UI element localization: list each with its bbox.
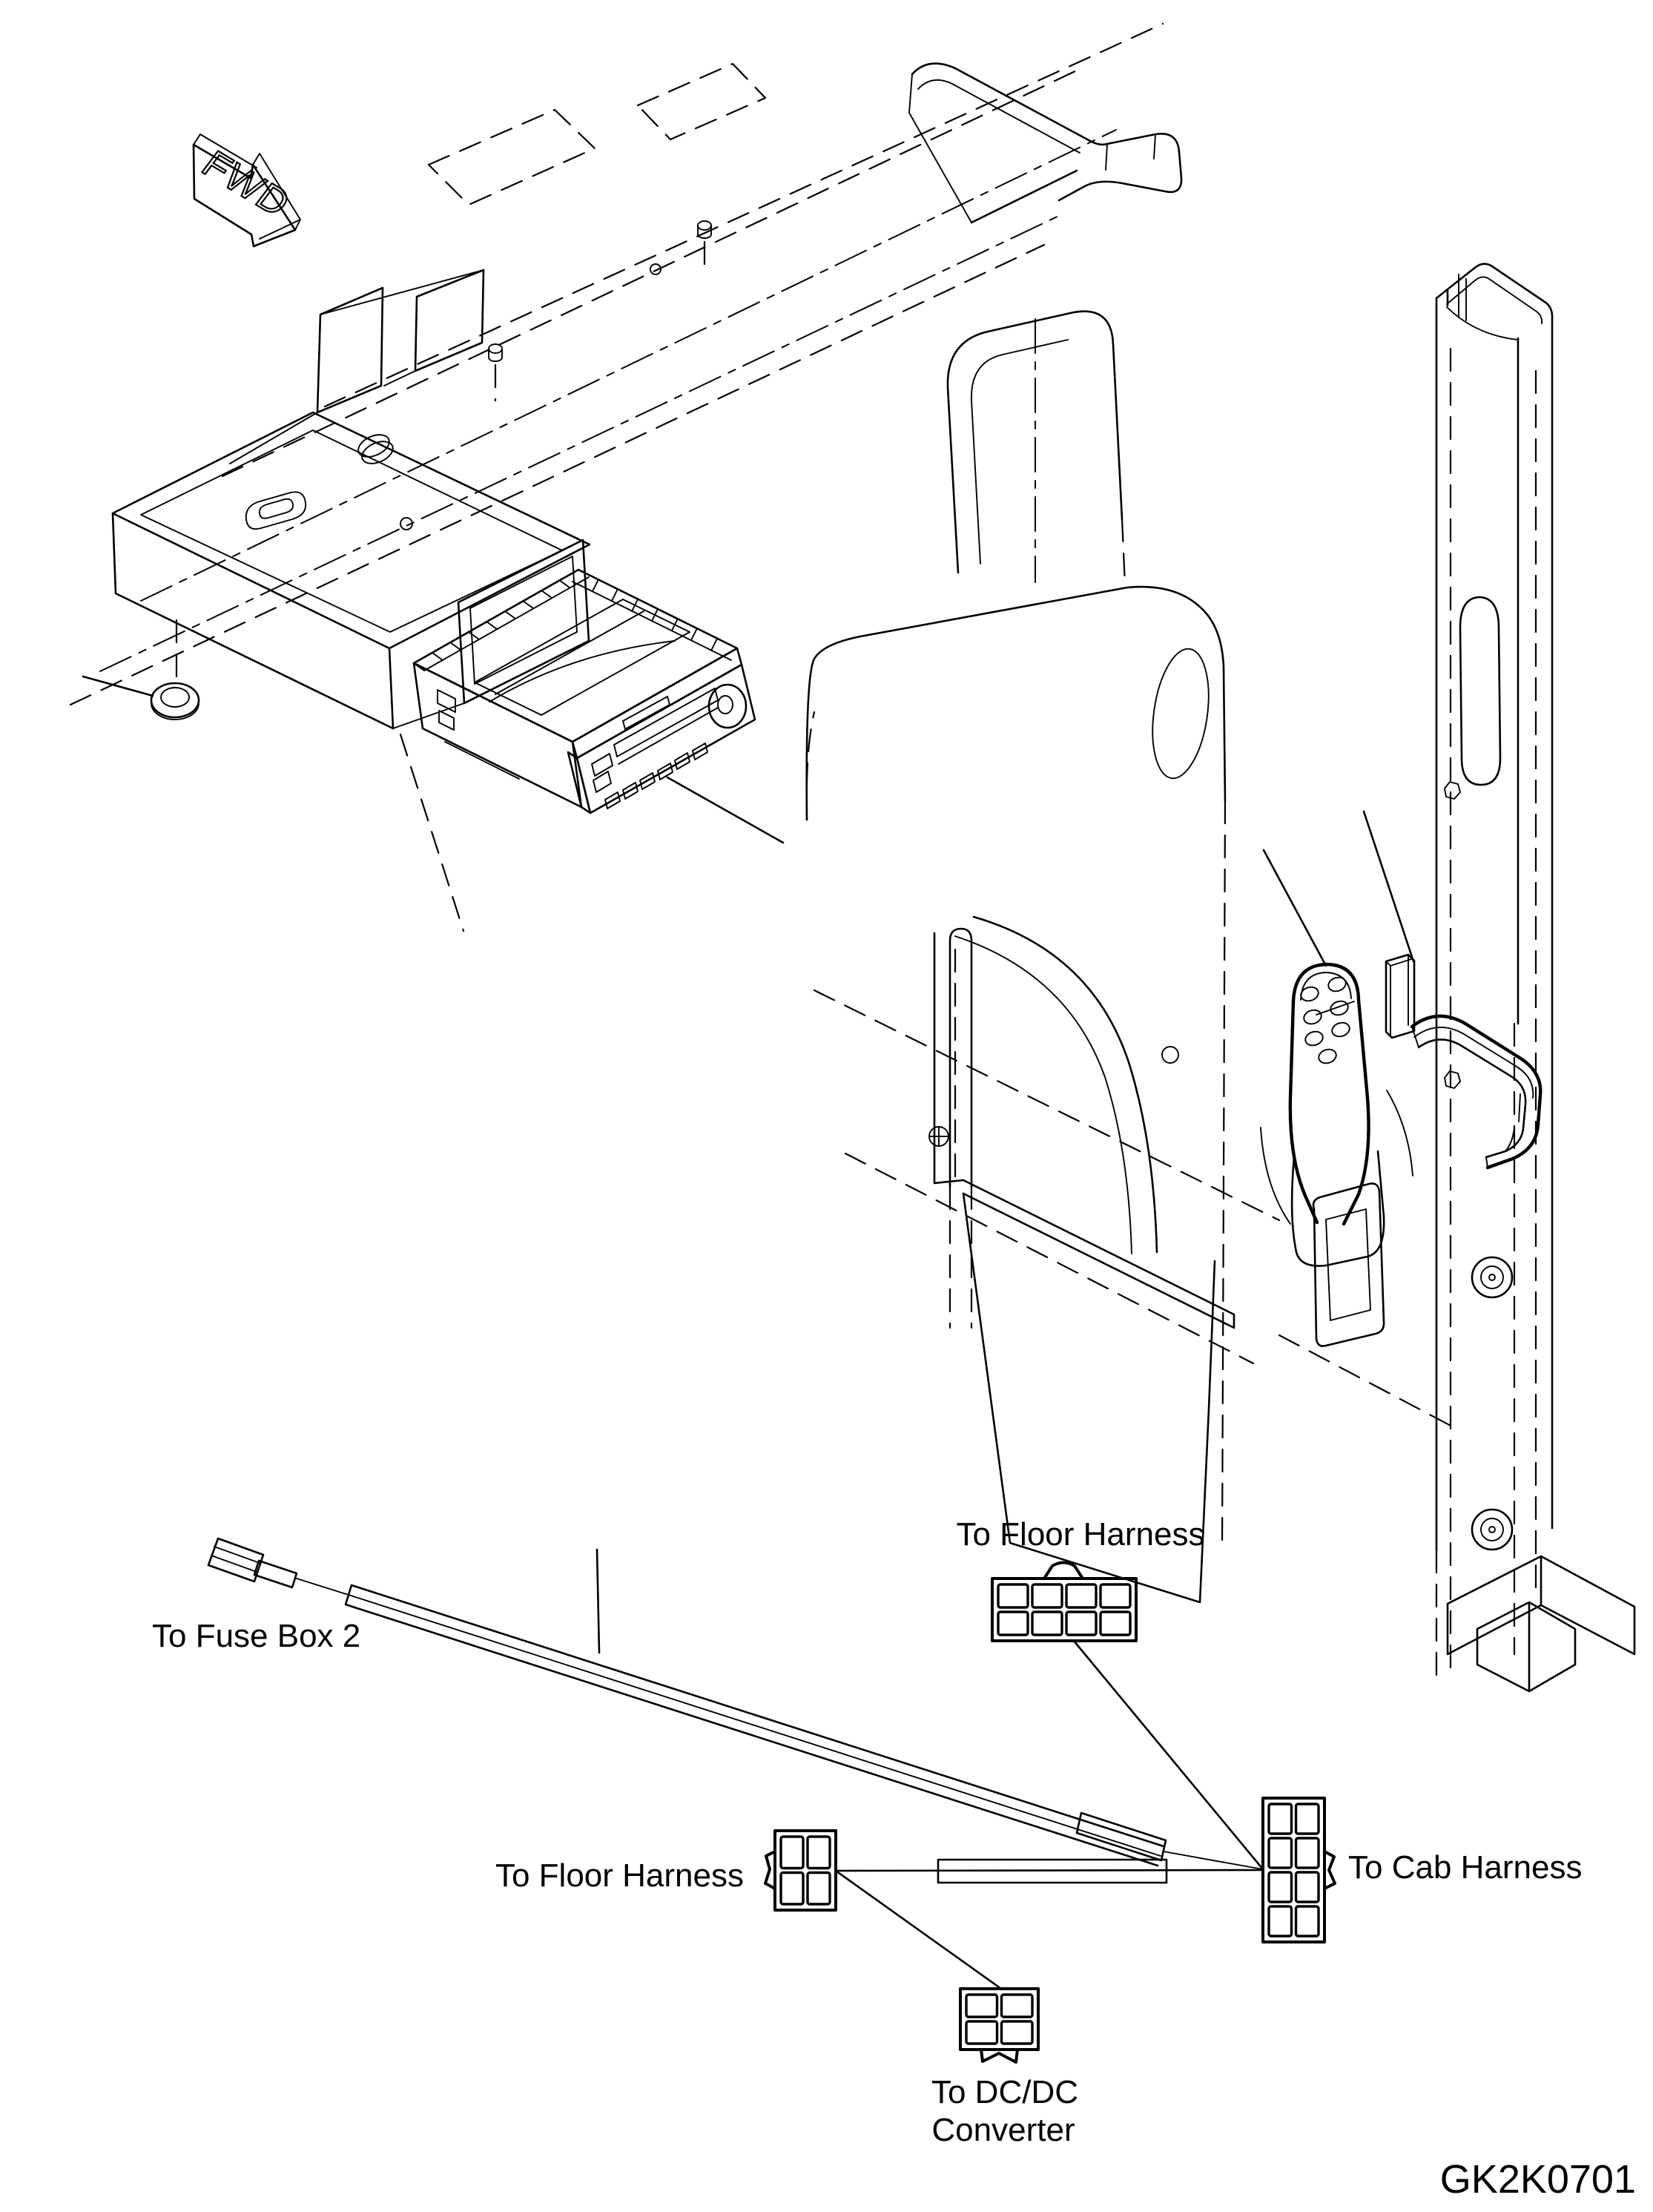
connector-pins bbox=[998, 1584, 1130, 1635]
wire-left-to-cab bbox=[836, 1870, 1263, 1871]
storage-tray bbox=[113, 270, 590, 931]
connector-pin bbox=[1032, 1612, 1062, 1635]
console-beam-end-cap bbox=[909, 64, 1181, 223]
pillar-slot bbox=[1460, 597, 1500, 785]
connector-pin bbox=[1296, 1906, 1319, 1936]
connector-pin bbox=[1269, 1838, 1292, 1868]
console-beam bbox=[70, 24, 1181, 705]
radio-cd-slot bbox=[614, 688, 718, 757]
pillar-boss bbox=[1472, 1510, 1512, 1550]
right-pillar bbox=[1436, 264, 1552, 1682]
connector-pin bbox=[1066, 1584, 1096, 1607]
radio-faceplate-front bbox=[577, 665, 755, 813]
pillar-hex-hole bbox=[1445, 782, 1460, 799]
radio-left-face bbox=[414, 663, 581, 807]
connector-floor-harness-top bbox=[992, 1563, 1136, 1642]
connector-pin bbox=[1101, 1584, 1130, 1607]
connector-notch bbox=[981, 2050, 1017, 2062]
radio-knob bbox=[709, 685, 746, 728]
cab-side-panel bbox=[807, 312, 1455, 1602]
connector-pin bbox=[966, 1995, 997, 2017]
connector-pin bbox=[1269, 1804, 1292, 1834]
radio-display bbox=[623, 697, 670, 729]
stud-bolt bbox=[698, 221, 711, 276]
connector-pin bbox=[1296, 1872, 1319, 1902]
floor-trim bbox=[1448, 1556, 1634, 1691]
label-fuse-box: To Fuse Box 2 bbox=[152, 1618, 361, 1654]
wire-top-to-cab bbox=[1074, 1641, 1263, 1869]
connector-pin bbox=[781, 1837, 803, 1869]
fwd-arrow bbox=[194, 134, 300, 246]
radio-leader-line bbox=[667, 777, 783, 843]
wire-left-to-dcdc bbox=[836, 1871, 1001, 1989]
connector-pin bbox=[966, 2021, 997, 2044]
label-floor-harness-left: To Floor Harness bbox=[495, 1857, 744, 1894]
connector-pin bbox=[808, 1837, 830, 1869]
connector-pin bbox=[1002, 2021, 1033, 2044]
connector-notch bbox=[1044, 1563, 1083, 1579]
label-floor-harness-top: To Floor Harness bbox=[956, 1516, 1205, 1553]
harness-diagram bbox=[152, 1516, 1582, 2148]
label-dcdc-line2: Converter bbox=[931, 2112, 1075, 2148]
connector-notch bbox=[1324, 1851, 1335, 1889]
cable-leader-line bbox=[597, 1550, 599, 1653]
connector-pin bbox=[1066, 1612, 1096, 1635]
connector-floor-harness-left bbox=[765, 1831, 836, 1910]
radio-unit bbox=[414, 570, 755, 813]
connector-dcdc bbox=[960, 1989, 1038, 2062]
connector-pin bbox=[1032, 1584, 1062, 1607]
connector-pins bbox=[1269, 1804, 1319, 1936]
drawing-code: GK2K0701 bbox=[1439, 2157, 1636, 2202]
connector-pin bbox=[998, 1612, 1028, 1635]
connector-pin bbox=[781, 1873, 803, 1905]
grommet bbox=[83, 620, 199, 720]
label-cab-harness: To Cab Harness bbox=[1348, 1849, 1583, 1886]
connector-pin bbox=[1296, 1804, 1319, 1834]
perforated-strap bbox=[1290, 964, 1369, 1224]
strap-leader-line bbox=[1264, 850, 1326, 966]
connector-pin bbox=[1002, 1995, 1033, 2017]
label-dcdc-line1: To DC/DC bbox=[931, 2074, 1079, 2110]
pillar-boss bbox=[1472, 1257, 1512, 1297]
grommet-leader-line bbox=[83, 677, 153, 696]
connector-pin bbox=[1269, 1872, 1292, 1902]
hook-bracket bbox=[1412, 1016, 1540, 1168]
fuse-box-cable bbox=[208, 1538, 1263, 1869]
connector-pin bbox=[1296, 1838, 1319, 1868]
connector-pin bbox=[1101, 1612, 1130, 1635]
connector-pins bbox=[966, 1995, 1032, 2044]
fwd-label: FWD bbox=[194, 143, 300, 226]
stud-bolt bbox=[489, 344, 502, 401]
connector-pin bbox=[1269, 1906, 1292, 1936]
connector-pin bbox=[808, 1873, 830, 1905]
connector-pins bbox=[781, 1837, 830, 1904]
pad-leader-line bbox=[1364, 812, 1413, 961]
connector-pin bbox=[998, 1584, 1028, 1607]
pad-part bbox=[1386, 955, 1414, 1038]
connector-cab-harness bbox=[1263, 1798, 1335, 1942]
pillar-hex-hole bbox=[1445, 1071, 1460, 1088]
